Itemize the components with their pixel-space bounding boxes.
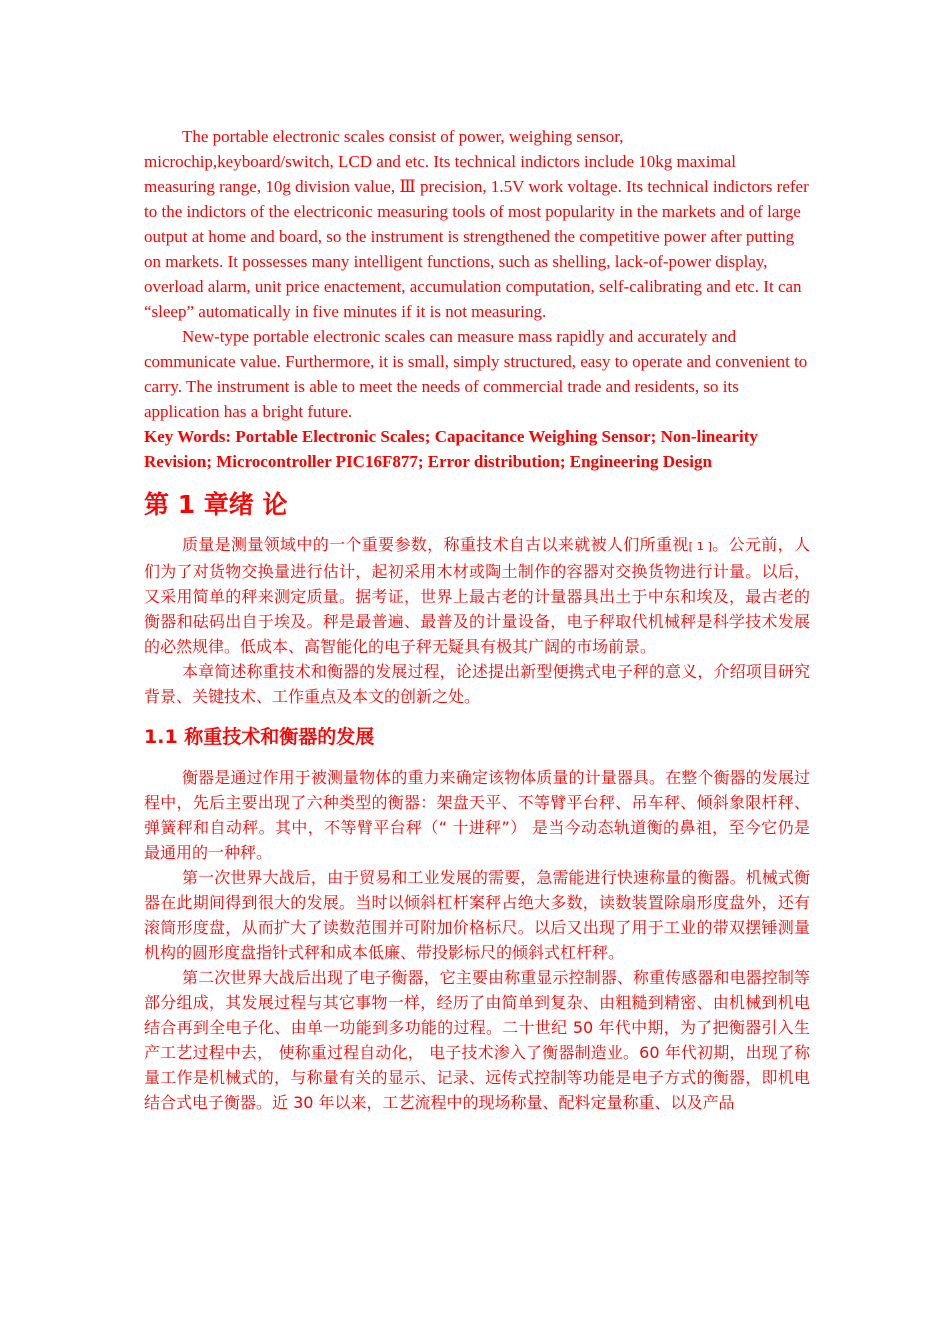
section-title: 1.1 称重技术和衡器的发展 bbox=[144, 726, 375, 748]
keywords-text: Portable Electronic Scales; Capacitance Weighing Sensor; Non-linearity Revision; Microcontroller PIC16F877; Error distribution; Engineering Design bbox=[144, 427, 758, 471]
abstract-paragraph-2: New-type portable electronic scales can measure mass rapidly and accurately and communicate value. Furthermore, it is small, simply structured, easy to operate and convenient to carry. The instrument is able to meet the needs of commercial trade and residents, so its application has a bright future. bbox=[144, 327, 808, 421]
section-paragraph-1: 衡器是通过作用于被测量物体的重力来确定该物体质量的计量器具。在整个衡器的发展过程中，先后主要出现了六种类型的衡器：架盘天平、不等臂平台秤、吊车秤、倾斜象限杆秤、弹簧秤和自动秤。其中，不等臂平台秤（“ 十进秤”） 是当今动态轨道衡的鼻祖，至今它仍是最通用的一种秤。 bbox=[144, 768, 810, 862]
section-paragraph-3: 第二次世界大战后出现了电子衡器，它主要由称重显示控制器、称重传感器和电器控制等部分组成，其发展过程与其它事物一样，经历了由简单到复杂、由粗糙到精密、由机械到机电结合再到全电子化、由单一功能到多功能的过程。二十世纪 50 年代中期，为了把衡器引入生产工艺过程中去， 使称重过程自动化， 电子技术渗入了衡器制造业。60 年代初期，出现了称量工作是机械式的，与称量有关的显示、记录、远传式控制等功能是电子方式的衡器，即机电结合式电子衡器。近 30 年以来，工艺流程中的现场称量、配料定量称重、以及产品 bbox=[144, 968, 810, 1112]
keywords-label: Key Words: bbox=[144, 427, 232, 446]
document-page bbox=[144, 124, 810, 1115]
keywords bbox=[144, 424, 810, 474]
chapter-title: 第 1 章绪 论 bbox=[144, 490, 288, 519]
chapter-paragraph-1-text-a: 质量是测量领域中的一个重要参数，称重技术自古以来就被人们所重视 bbox=[182, 535, 689, 554]
abstract-paragraph-1: The portable electronic scales consist of power, weighing sensor, microchip,keyboard/switch, LCD and etc. Its technical indictors include 10kg maximal measuring range, 10g division value, Ⅲ precision, 1.5V work voltage. Its technical indictors refer to the indictors of the electriconic measuring tools of most popularity in the markets and of large output at home and board, so the instrument is strengthened the competitive power after putting on markets. It possesses many intelligent functions, such as shelling, lack-of-power display, overload alarm, unit price enactement, accumulation computation, self-calibrating and etc. It can “sleep” automatically in five minutes if it is not measuring. bbox=[144, 127, 809, 321]
section-paragraph-2: 第一次世界大战后，由于贸易和工业发展的需要，急需能进行快速称量的衡器。机械式衡器在此期间得到很大的发展。当时以倾斜杠杆案秤占绝大多数，读数装置除扇形度盘外，还有滚筒形度盘，从而扩大了读数范围并可附加价格标尺。以后又出现了用于工业的带双摆锤测量机构的圆形度盘指针式秤和成本低廉、带投影标尺的倾斜式杠杆秤。 bbox=[144, 868, 810, 962]
chapter-paragraph-2: 本章简述称重技术和衡器的发展过程，论述提出新型便携式电子秤的意义，介绍项目研究背景、关键技术、工作重点及本文的创新之处。 bbox=[144, 662, 810, 706]
citation-ref: [ 1 ] bbox=[688, 540, 712, 553]
chapter-paragraph-1-text-b: 。公元前，人们为了对货物交换量进行估计，起初采用木材或陶土制作的容器对交换货物进行计量。以后，又采用简单的秤来测定质量。据考证，世界上最古老的计量器具出土于中东和埃及，最古老的衡器和砝码出自于埃及。秤是最普遍、最普及的计量设备，电子秤取代机械秤是科学技术发展的必然规律。低成本、高智能化的电子秤无疑具有极其广阔的市场前景。 bbox=[144, 535, 810, 656]
chapter-paragraph-1 bbox=[144, 532, 810, 659]
